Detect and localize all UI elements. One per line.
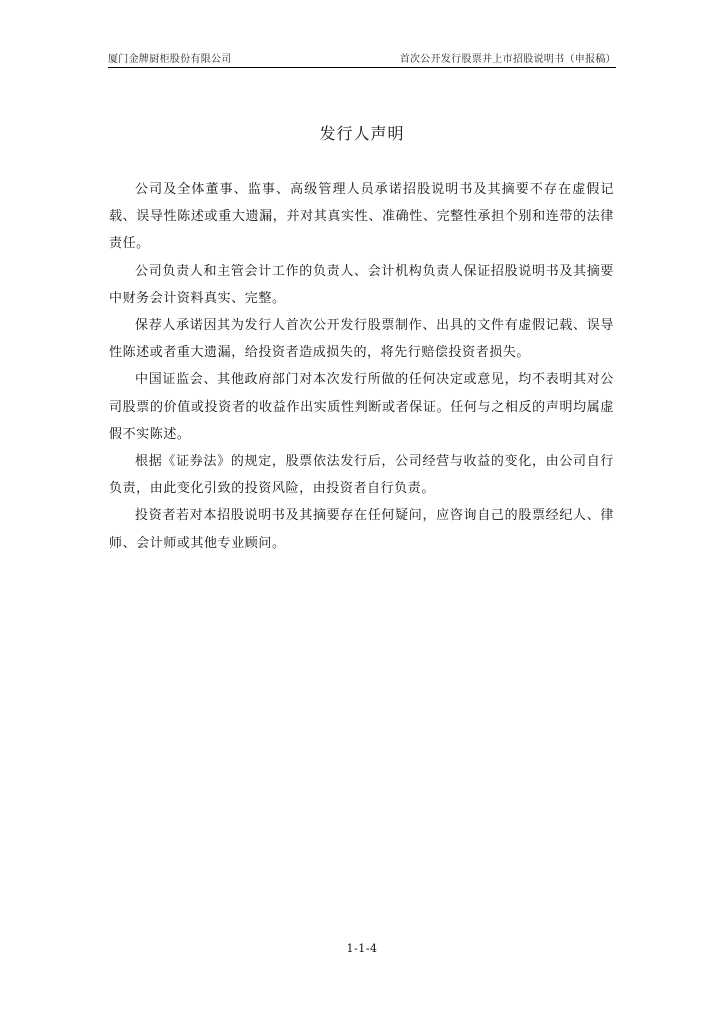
- statement-body: [109, 176, 614, 557]
- statement-paragraph: 根据《证券法》的规定，股票依法发行后，公司经营与收益的变化，由公司自行负责，由此变化引致的投资风险，由投资者自行负责。: [109, 454, 614, 497]
- header-company-name: 厦门金牌厨柜股份有限公司: [108, 54, 232, 65]
- page-header: [108, 50, 616, 67]
- statement-paragraph: 投资者若对本招股说明书及其摘要存在任何疑问，应咨询自己的股票经纪人、律师、会计师或其他专业顾问。: [109, 508, 614, 551]
- statement-paragraph: 公司及全体董事、监事、高级管理人员承诺招股说明书及其摘要不存在虚假记载、误导性陈述或重大遗漏，并对其真实性、准确性、完整性承担个别和连带的法律责任。: [109, 182, 614, 252]
- header-divider: [108, 67, 616, 68]
- statement-paragraph: 公司负责人和主管会计工作的负责人、会计机构负责人保证招股说明书及其摘要中财务会计资料真实、完整。: [109, 263, 614, 306]
- page-title: 发行人声明: [319, 124, 405, 143]
- header-document-title: 首次公开发行股票并上市招股说明书（申报稿）: [399, 54, 616, 65]
- statement-paragraph: 保荐人承诺因其为发行人首次公开发行股票制作、出具的文件有虚假记载、误导性陈述或者重大遗漏，给投资者造成损失的，将先行赔偿投资者损失。: [109, 318, 614, 361]
- statement-paragraph: 中国证监会、其他政府部门对本次发行所做的任何决定或意见，均不表明其对公司股票的价值或投资者的收益作出实质性判断或者保证。任何与之相反的声明均属虚假不实陈述。: [109, 372, 614, 442]
- page-number: 1-1-4: [346, 942, 378, 955]
